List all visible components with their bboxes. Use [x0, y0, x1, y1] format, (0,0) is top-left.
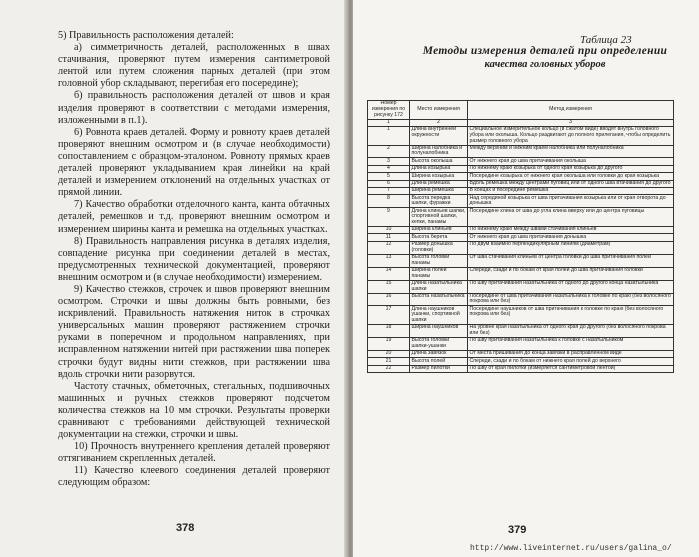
paragraph: 10) Прочность внутреннего крепления деталей проверяют оттягиванием скрепленных деталей. [58, 441, 330, 465]
paragraph: 6) Ровнота краев деталей. Форму и ровноту краев деталей проверяют внешним осмотром и (в случае необходимости) сопоставлением с образцом-эталоном. Ровноту прямых краев деталей проверяют укладыванием края линейки на край деталей и измерением отклонений на отдельных участках от прямой линии. [58, 126, 330, 199]
header-measurement-number: Номер измерения по рисунку 172 [368, 101, 410, 120]
measurement-method-cell: Посередине козырька от нижнего края околыша или головки до края козырька [468, 173, 674, 180]
measurement-method-cell: По двум взаимно перпендикулярным линиям (диаметрам) [468, 241, 674, 254]
measurement-place-cell: Длина клиньев шапки, спортивной шапки, кепки, панамы [411, 207, 466, 225]
measurement-number-cell: 15 [368, 280, 410, 293]
paragraph: 11) Качество клеевого соединения деталей проверяют следующим образом: [58, 465, 330, 489]
measurement-number-cell: 16 [368, 293, 410, 306]
table-row [368, 187, 674, 194]
table-row [368, 293, 674, 306]
measurement-place-cell: Ширина налобника и полуналобника [410, 145, 468, 158]
index-cell: 3 [468, 119, 674, 126]
measurement-method-cell: От места пришивания до конца завязки в расправленном виде [468, 350, 674, 357]
header-measurement-place: Место измерения [410, 101, 468, 120]
measurement-place-cell: Ширина наушников [410, 325, 468, 338]
paragraph: 5) Правильность расположения деталей: [58, 30, 234, 41]
table-row [368, 173, 674, 180]
measurement-method-cell: Спереди, сзади и по бокам от края полей до шва притачивания головки [468, 267, 674, 280]
index-cell: 2 [410, 119, 468, 126]
table-row [368, 365, 674, 372]
measurement-place-cell: Длина завязок [410, 350, 468, 357]
table-row [368, 350, 674, 357]
table-row [368, 280, 674, 293]
measurement-method-cell: От нижнего края до шва притачивания околыша [468, 158, 674, 165]
measurement-place-cell: Высота околыша [410, 158, 468, 165]
measurement-method-cell: По нижнему краю между швами стачивания клиньев [468, 226, 674, 233]
paragraph: 9) Качество стежков, строчек и швов проверяют внешним осмотром. Строчки и швы должны быть ровными, без искривлений. Правильность натяжения ниток в строчках универсальных машин проверяют растяжением строчки руками в поперечном и продольном направлениях, при исправленном натяжении нитей при растяжении шва поперек строчки будут видны нити стежков, при растяжении шва вдоль строчки нити разорвутся. [58, 283, 330, 380]
table-label: Таблица 23 [580, 34, 632, 46]
measurement-place-cell: Размер пилотки [410, 365, 468, 372]
measurement-method-cell: На уровне края назатыльника от одного края до другого (без волосяного покрова или без) [468, 325, 674, 338]
measurement-number-cell: 7 [368, 187, 410, 194]
measurement-place-cell: Высота берета [410, 234, 468, 241]
measurement-number-cell: 4 [368, 165, 410, 172]
measurement-number-cell: 18 [368, 325, 410, 338]
table-title [395, 45, 695, 71]
measurement-number-cell: 19 [368, 338, 410, 351]
measurement-place-cell: Ширина ремешка [410, 187, 468, 194]
table-row [368, 195, 674, 208]
measurement-place-cell: Высота головки панамы [410, 254, 468, 267]
measurement-number-cell: 3 [368, 158, 410, 165]
measurement-method-cell: Посередине клина от шва до угла клина вверху или до центра пуговицы [468, 208, 674, 227]
index-cell: 1 [368, 119, 410, 126]
measurement-place-cell: Высота головки шапки-ушанки [410, 338, 468, 351]
header-measurement-method: Метод измерения [468, 101, 674, 120]
measurement-number-cell: 21 [368, 358, 410, 365]
measurement-method-cell: Между верхним и нижним краем налобника или полуналобника [468, 145, 674, 158]
measurement-number-cell: 17 [368, 306, 410, 325]
measurement-method-cell: По шву от края пилотки (измеряется сантиметровой лентой) [468, 365, 674, 372]
measurement-number-cell: 11 [368, 234, 410, 241]
measurement-method-cell: От нижнего края до шва притачивания донышка [468, 234, 674, 241]
measurement-place-cell: Длина назатыльника шапки [410, 280, 468, 293]
measurement-number-cell: 10 [368, 226, 410, 233]
table-row [368, 208, 674, 227]
measurement-method-cell: По нижнему краю козырька от одного края козырька до другого [468, 165, 674, 172]
table-row [368, 306, 674, 325]
measurement-number-cell: 5 [368, 173, 410, 180]
measurement-number-cell: 9 [368, 208, 410, 227]
measurement-number-cell: 2 [368, 145, 410, 158]
measurement-place-cell: Высота передка шапки, фуражки [410, 195, 468, 208]
measurement-number-cell: 20 [368, 350, 410, 357]
measurement-number-cell: 22 [368, 365, 410, 372]
measurement-place-cell: Ширина клиньев [410, 226, 468, 233]
table-title-line1: Методы измерения деталей при определении [422, 45, 668, 57]
paragraph: 7) Качество обработки отделочного канта, канта обтачных деталей, ремешков и т.д. проверяют внешним осмотром и измерением ширины канта и ремешка на отдельных участках. [58, 199, 330, 235]
measurement-place-cell: Длина козырька [410, 165, 468, 172]
measurement-number-cell: 6 [368, 180, 410, 187]
table-row [368, 241, 674, 254]
measurement-number-cell: 1 [368, 126, 410, 145]
page-number-left: 378 [176, 522, 195, 534]
methods-table [367, 100, 674, 373]
measurement-method-cell: В концах и посередине ремешка [468, 187, 674, 194]
measurement-method-cell: Вдоль ремешка между центрами пуговиц или от одного шва втачивания до другого [468, 180, 674, 187]
table-row [368, 126, 674, 145]
table-row [368, 325, 674, 338]
page-number-right: 379 [508, 524, 527, 536]
measurement-method-cell: Над серединой козырька от шва притачивания козырька или от края отворота до донышка [468, 195, 674, 208]
measurement-number-cell: 8 [368, 195, 410, 208]
paragraph: а) симметричность деталей, расположенных в швах стачивания, проверяют путем измерения сантиметровой лентой или путем сложения парных деталей (при этом головной убор складывают, перегибая его посередине); [58, 42, 330, 90]
measurement-method-cell: Посередине от шва притачивания назатыльника к головке по краю (без волосяного покрова или без) [468, 293, 674, 306]
paragraph: Частоту стачных, обметочных, стегальных, подшивочных машинных и ручных стежков проверяют подсчетом количества стежков на 10 мм строчки. Результаты проверки сравнивают с требованиями действующей технической документации на стежки, строчки и швы. [58, 380, 330, 441]
measurement-method-cell: По шву притачивания назатыльника к головке с назатыльником [468, 338, 674, 351]
table-row [368, 234, 674, 241]
measurement-number-cell: 12 [368, 241, 410, 254]
measurement-number-cell: 14 [368, 267, 410, 280]
measurement-place-cell: Размер донышка (головки) [410, 241, 468, 254]
table-row [368, 180, 674, 187]
table-title-line2: качества головных уборов [484, 59, 606, 70]
left-page-text [58, 30, 330, 490]
table-row [368, 338, 674, 351]
measurement-place-cell: Ширина полей панамы [410, 267, 468, 280]
table-row [368, 267, 674, 280]
measurement-place-cell: Длина наушников ушанки, спортивной шапки [410, 306, 468, 325]
measurement-number-cell: 13 [368, 254, 410, 267]
table-row [368, 226, 674, 233]
measurement-method-cell: По шву притачивания назатыльника от одного до другого конца назатыльника [468, 280, 674, 293]
measurement-place-cell: Длина ремешка [410, 180, 468, 187]
measurement-place-cell: Высота назатыльника [410, 293, 468, 306]
paragraph: 8) Правильность направления рисунка в деталях изделия, совпадение рисунка при соединении деталей в местах, предусмотренных технической документацией, проверяют внешним осмотром и (в случае необходимости) измерением. [58, 235, 330, 283]
measurement-method-cell: От шва стачивания клиньев от центра головки до шва притачивания полей [468, 254, 674, 267]
measurement-place-cell: Ширина козырька [410, 173, 468, 180]
watermark-url: http://www.liveinternet.ru/users/galina_o/ [470, 544, 672, 553]
table-row [368, 254, 674, 267]
table-row [368, 145, 674, 158]
measurement-method-cell: Спереди, сзади и по бокам от нижнего края полей до верхнего [468, 358, 674, 365]
measurement-method-cell: Специальное измерительное кольцо (в сжатом виде) вводят внутрь головного убора или околыша. Кольцо раздвигают до полного прилегания, чтобы определить размер головного убора [468, 126, 674, 145]
table-row [368, 165, 674, 172]
left-page [0, 0, 348, 557]
table-header-row [368, 101, 674, 120]
measurement-method-cell: Посередине наушников от шва притачивания к головке по краю (без волосяного покрова или без) [468, 306, 674, 325]
paragraph: б) правильность расположения деталей от швов и края изделия проверяют в соответствии с методами измерения, изложенными в п.1). [58, 90, 330, 126]
measurement-place-cell: Высота полей [410, 358, 468, 365]
table-row [368, 158, 674, 165]
measurement-place-cell: Длина внутренней окружности [410, 126, 468, 145]
